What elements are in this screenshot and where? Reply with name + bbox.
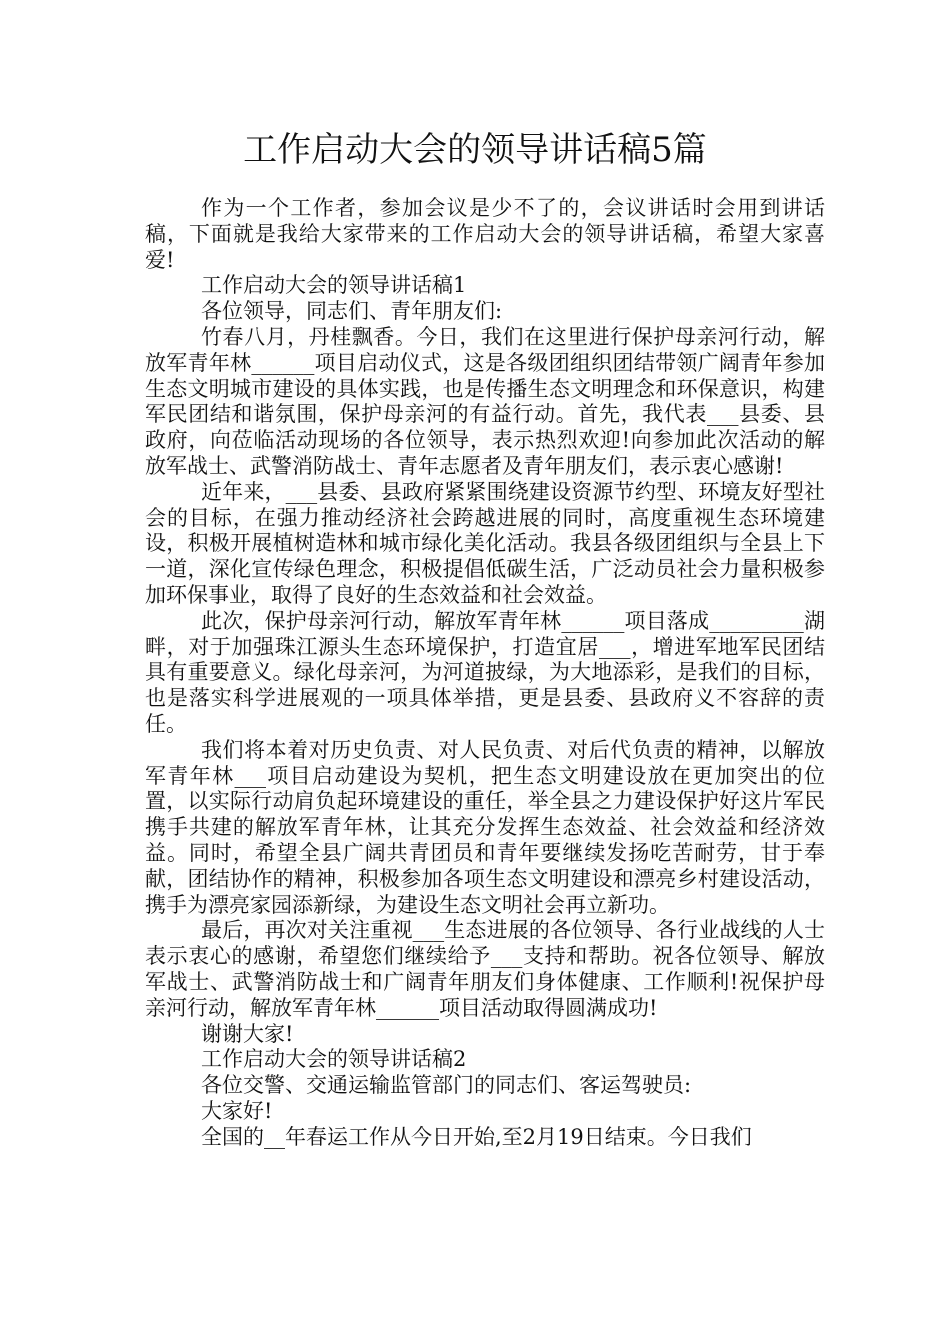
body-paragraph: 最后，再次对关注重视___生态进展的各位领导、各行业战线的人士表示衷心的感谢，希望您们继续给予___支持和帮助。祝各位领导、解放军战士、武警消防战士和广阔青年朋友们身体健康、工作顺利!祝保护母亲河行动，解放军青年林______项目活动取得圆满成功! [145, 918, 825, 1020]
section-heading: 工作启动大会的领导讲话稿2 [201, 1047, 467, 1072]
intro-paragraph: 作为一个工作者，参加会议是少不了的，会议讲话时会用到讲话稿，下面就是我给大家带来的工作启动大会的领导讲话稿，希望大家喜爱! [145, 196, 825, 272]
salutation: 各位领导，同志们、青年朋友们: [201, 299, 503, 324]
body-paragraph: 全国的__年春运工作从今日开始,至2月19日结束。今日我们 [201, 1124, 752, 1149]
document-title: 工作启动大会的领导讲话稿5篇 [243, 130, 707, 170]
document-body [145, 196, 825, 1150]
body-paragraph: 我们将本着对历史负责、对人民负责、对后代负责的精神，以解放军青年林___项目启动建设为契机，把生态文明建设放在更加突出的位置，以实际行动肩负起环境建设的重任，举全县之力建设保护好这片军民携手共建的解放军青年林，让其充分发挥生态效益、社会效益和经济效益。同时，希望全县广阔共青团员和青年要继续发扬吃苦耐劳，甘于奉献，团结协作的精神，积极参加各项生态文明建设和漂亮乡村建设活动，携手为漂亮家园添新绿，为建设生态文明社会再立新功。 [145, 737, 825, 917]
closing-line: 谢谢大家! [201, 1021, 294, 1046]
body-paragraph: 近年来，___县委、县政府紧紧围绕建设资源节约型、环境友好型社会的目标，在强力推动经济社会跨越进展的同时，高度重视生态环境建设，积极开展植树造林和城市绿化美化活动。我县各级团组织与全县上下一道，深化宣传绿色理念，积极提倡低碳生活，广泛动员社会力量积极参加环保事业，取得了良好的生态效益和社会效益。 [145, 479, 825, 607]
body-paragraph: 此次，保护母亲河行动，解放军青年林______项目落成_________湖畔，对于加强珠江源头生态环境保护，打造宜居___，增进军地军民团结具有重要意义。绿化母亲河，为河道披绿，为大地添彩，是我们的目标，也是落实科学进展观的一项具体举措，更是县委、县政府义不容辞的责任。 [145, 608, 825, 736]
salutation: 各位交警、交通运输监管部门的同志们、客运驾驶员: [201, 1073, 692, 1098]
section-heading: 工作启动大会的领导讲话稿1 [201, 273, 467, 298]
body-paragraph: 竹春八月，丹桂飘香。今日，我们在这里进行保护母亲河行动，解放军青年林______项目启动仪式，这是各级团组织团结带领广阔青年参加生态文明城市建设的具体实践，也是传播生态文明理念和环保意识，构建军民团结和谐氛围，保护母亲河的有益行动。首先，我代表___县委、县政府，向莅临活动现场的各位领导，表示热烈欢迎!向参加此次活动的解放军战士、武警消防战士、青年志愿者及青年朋友们，表示衷心感谢! [145, 324, 825, 478]
greeting-line: 大家好! [201, 1098, 273, 1123]
